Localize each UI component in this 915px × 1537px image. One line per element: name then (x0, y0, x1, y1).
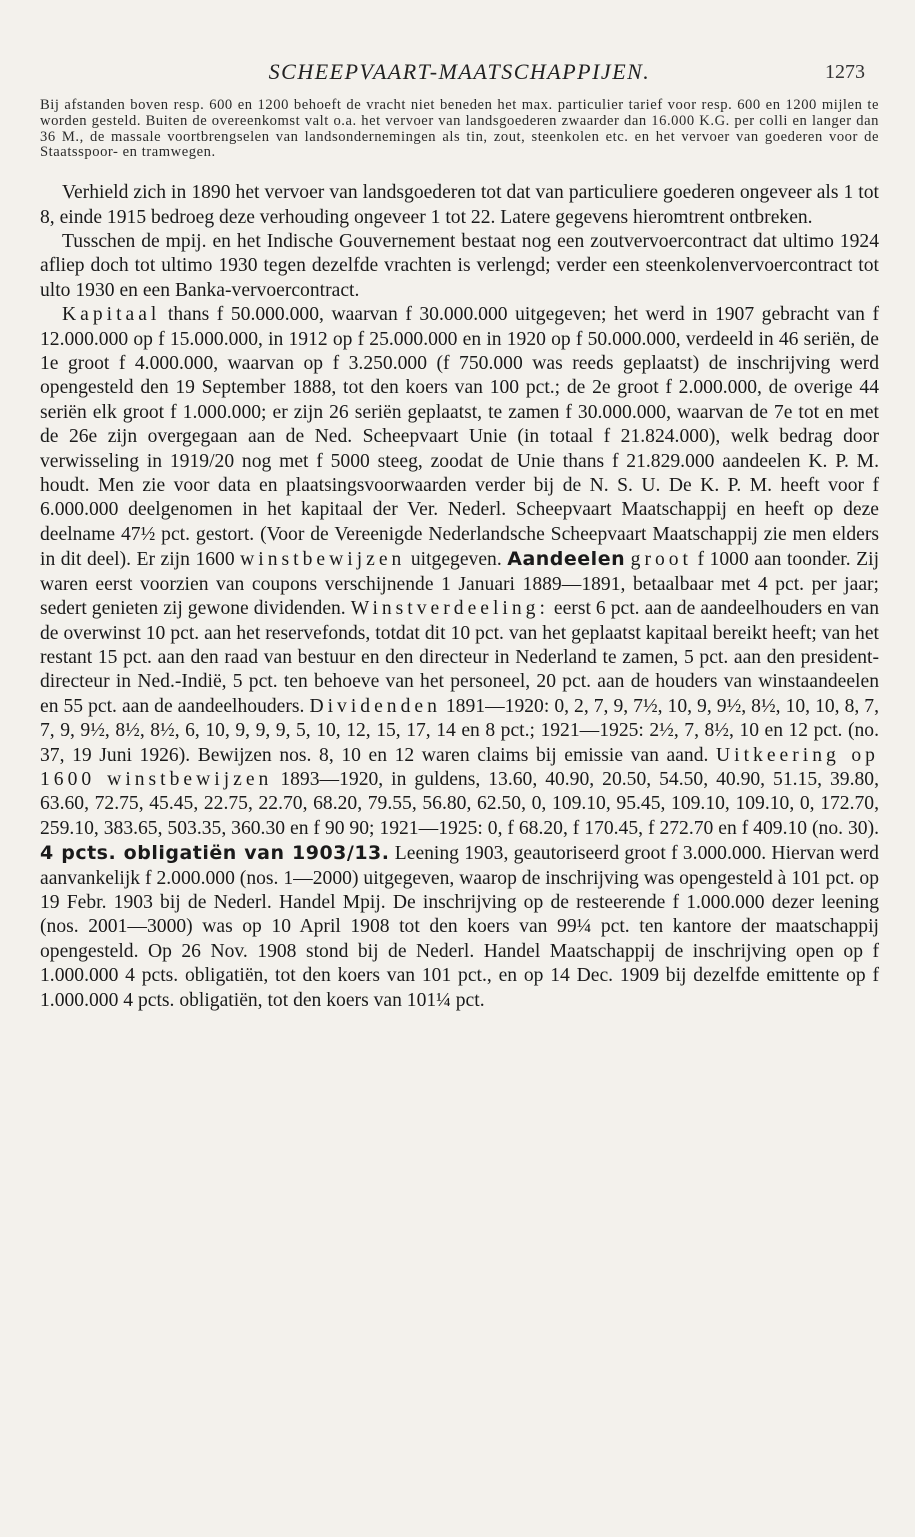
text-dividenden: 1891—1920: 0, 2, 7, 9, 7½, 10, 9, 9½, 8½, 10, 10, 8, 7, 7, 9, 9½, 8½, 8½, 6, 10, 9, 9, 9, 5, 10, 12, 15, 17, 14 en 8 pct.; 1921—1925: 2½, 7, 8½, 10 en 12 pct. (no. 37, 19 Juni 1926). Bewijzen nos. 8, 10 en 12 waren claims bij emissie van aand. (40, 695, 879, 766)
lead-groot: groot (630, 549, 692, 571)
lead-uitkeering: Uitkeering op 1600 winstbewijzen (40, 744, 879, 790)
text-uitgegeven: uitgegeven. (405, 549, 508, 571)
heading-aandeelen: Aandeelen (507, 548, 626, 571)
paragraph-vervoer-verhouding: Verhield zich in 1890 het vervoer van landsgoederen tot dat van particuliere goederen ongeveer als 1 tot 8, einde 1915 bedroeg deze verhouding ongeveer 1 tot 22. Latere gegevens hieromtrent ontbreken. (40, 182, 879, 228)
heading-obligatien: 4 pcts. obligatiën van 1903/13. (40, 842, 390, 865)
text-uitkeering: 1893—1920, in guldens, 13.60, 40.90, 20.50, 54.50, 40.90, 51.15, 39.80, 63.60, 72.75, 45.45, 22.75, 22.70, 68.20, 79.55, 56.80, 62.50, 0, 109.10, 95.45, 109.10, 109.10, 0, 172.70, 259.10, 383.65, 503.35, 360.30 en f 90 90; 1921—1925: 0, f 68.20, f 170.45, f 272.70 en f 409.10 (no. 30). (40, 768, 879, 839)
text-obligatien: Leening 1903, geautoriseerd groot f 3.000.000. Hiervan werd aanvankelijk f 2.000.000 (nos. 1—2000) uitgegeven, waarop de inschrijving was opengesteld à 101 pct. op 19 Febr. 1903 bij de Nederl. Handel Mpij. De inschrijving op de resteerende f 1.000.000 dezer leening (nos. 2001—3000) was op 10 April 1908 tot den koers van 99¼ pct. ten kantore der maatschappij opengesteld. Op 26 Nov. 1908 stond bij de Nederl. Handel Maatschappij de inschrijving open op f 1.000.000 4 pcts. obligatiën, tot den koers van 101 pct., en op 14 Dec. 1909 bij dezelfde emittente op f 1.000.000 4 pcts. obligatiën, tot den koers van 101¼ pct. (40, 843, 879, 1011)
text-kapitaal: thans f 50.000.000, waarvan f 30.000.000 uitgegeven; het werd in 1907 gebracht van f 12.000.000 op f 15.000.000, in 1912 op f 25.000.000 en in 1920 op f 50.000.000, verdeeld in 46 seriën, de 1e groot f 4.000.000, waarvan op f 3.250.000 (f 750.000 was reeds geplaatst) de inschrijving werd opengesteld den 19 September 1888, tot den koers van 100 pct.; de 2e groot f 2.000.000, de overige 44 seriën elk groot f 1.000.000; er zijn 26 seriën geplaatst, te zamen f 30.000.000, waarvan de 7e tot en met de 26e zijn overgegaan aan de Ned. Scheepvaart Unie (in totaal f 21.824.000), welk bedrag door verwisseling in 1919/20 nog met f 5000 steeg, zoodat de Unie thans f 21.829.000 aandeelen K. P. M. houdt. Men zie voor data en plaatsingsvoorwaarden verder bij de N. S. U. De K. P. M. heeft voor f 6.000.000 deelgenomen in het kapitaal der Ver. Nederl. Scheepvaart Maatschappij en heeft op deze deelname 47½ pct. gestort. (Voor de Vereenigde Nederlandsche Scheepvaart Maatschappij zie men elders in dit deel). Er zijn 1600 (40, 304, 879, 571)
running-header (40, 52, 879, 92)
lead-winstbewijzen: winstbewijzen (240, 549, 406, 571)
paragraph-kapitaal (40, 303, 879, 1013)
lead-winstverdeeling: Winstverdeeling: (350, 598, 549, 620)
paragraph-contracten: Tusschen de mpij. en het Indische Gouvernement bestaat nog een zoutvervoercontract dat ultimo 1924 afliep doch tot ultimo 1930 tegen dezelfde vrachten is verlengd; verder een steenkolenvervoercontract tot ulto 1930 en een Banka-vervoercontract. (40, 231, 879, 301)
small-print-paragraph: Bij afstanden boven resp. 600 en 1200 behoeft de vracht niet beneden het max. particulier tarief voor resp. 600 en 1200 mijlen te worden gesteld. Buiten de overeenkomst valt o.a. het vervoer van landsgoederen zwaarder dan 16.000 K.G. per colli en langer dan 36 M., de massale voortbrengselen van landsondernemingen als tin, zout, steenkolen etc. en het vervoer van goederen voor de Staatsspoor- en tramwegen. (40, 97, 879, 161)
page-number: 1273 (825, 61, 865, 83)
text-winstverdeeling: eerst 6 pct. aan de aandeelhouders en van de overwinst 10 pct. aan het reservefonds, totdat dit 10 pct. van het geplaatst kapitaal bereikt heeft; van het restant 15 pct. aan den raad van bestuur en den directeur in Nederland te zamen, 5 pct. aan den president-directeur in Ned.-Indië, 5 pct. ten behoeve van het personeel, 20 pct. aan de houders van winstaandeelen en 55 pct. aan de aandeelhouders. (40, 598, 879, 717)
main-text (40, 181, 879, 1013)
running-title: SCHEEPVAART-MAATSCHAPPIJEN. (268, 59, 651, 84)
text-aandeelen: f 1000 aan toonder. Zij waren eerst voorzien van coupons verschijnende 1 Januari 1889—1891, betaalbaar met 4 pct. per jaar; sedert genieten zij gewone dividenden. (40, 549, 880, 620)
lead-kapitaal: Kapitaal (62, 304, 161, 326)
lead-dividenden: Dividenden (309, 695, 441, 717)
